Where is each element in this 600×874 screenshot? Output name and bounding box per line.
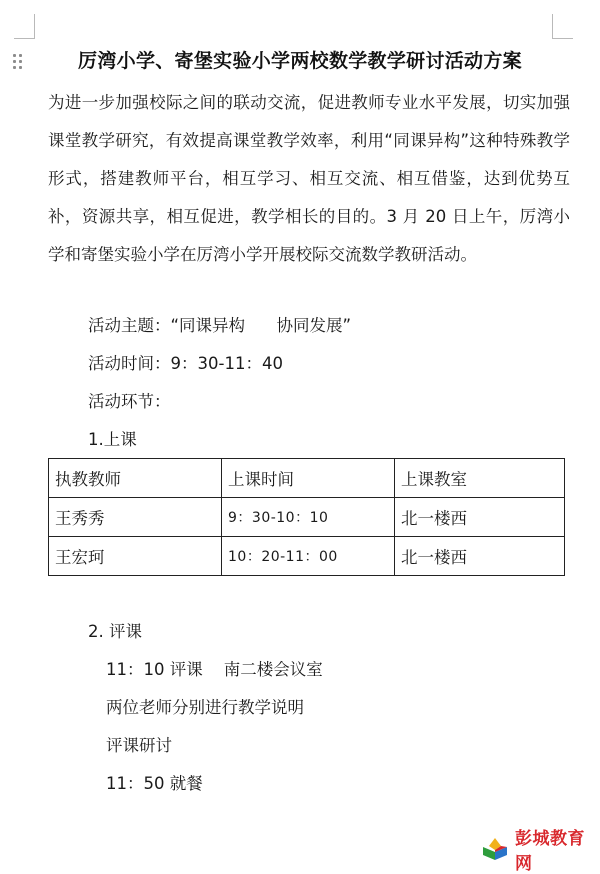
schedule-item: 11：10 评课 南二楼会议室 bbox=[106, 660, 323, 679]
activity-sections-label: 活动环节： bbox=[88, 392, 171, 411]
table-header-cell: 上课教室 bbox=[395, 459, 565, 498]
schedule-item: 11：50 就餐 bbox=[106, 774, 203, 793]
teacher-cell: 王宏珂 bbox=[49, 537, 222, 576]
section-heading-class: 1.上课 bbox=[88, 430, 137, 449]
time-cell: 9：30-10：10 bbox=[222, 498, 395, 537]
document-title: 厉湾小学、寄堡实验小学两校数学教学研讨活动方案 bbox=[78, 50, 522, 72]
schedule-table bbox=[48, 458, 565, 576]
table-row bbox=[49, 537, 565, 576]
room-cell: 北一楼西 bbox=[395, 498, 565, 537]
schedule-item: 评课研讨 bbox=[106, 736, 172, 755]
table-row bbox=[49, 498, 565, 537]
activity-time: 活动时间：9：30-11：40 bbox=[88, 354, 283, 373]
schedule-item: 两位老师分别进行教学说明 bbox=[106, 698, 304, 717]
table-header-cell: 执教教师 bbox=[49, 459, 222, 498]
book-logo-icon bbox=[481, 837, 509, 861]
section-heading-review: 2. 评课 bbox=[88, 622, 142, 641]
watermark-logo bbox=[481, 829, 600, 874]
watermark-text: 彭城教育网 bbox=[515, 829, 585, 874]
teacher-cell: 王秀秀 bbox=[49, 498, 222, 537]
table-header-row bbox=[49, 459, 565, 498]
time-cell: 10：20-11：00 bbox=[222, 537, 395, 576]
room-cell: 北一楼西 bbox=[395, 537, 565, 576]
activity-theme: 活动主题：“同课异构 协同发展” bbox=[88, 316, 352, 335]
table-header-cell: 上课时间 bbox=[222, 459, 395, 498]
crop-mark-top-left bbox=[14, 14, 35, 39]
intro-paragraph: 为进一步加强校际之间的联动交流，促进教师专业水平发展，切实加强课堂教学研究，有效提高课堂教学效率，利用“同课异构”这种特殊教学形式，搭建教师平台，相互学习、相互交流、相互借鉴，达到优势互补，资源共享，相互促进，教学相长的目的。3 月 20 日上午，厉湾小学和寄堡实验小学在厉湾小学开展校际交流数学教研活动。 bbox=[48, 93, 570, 264]
crop-mark-top-right bbox=[552, 14, 573, 39]
